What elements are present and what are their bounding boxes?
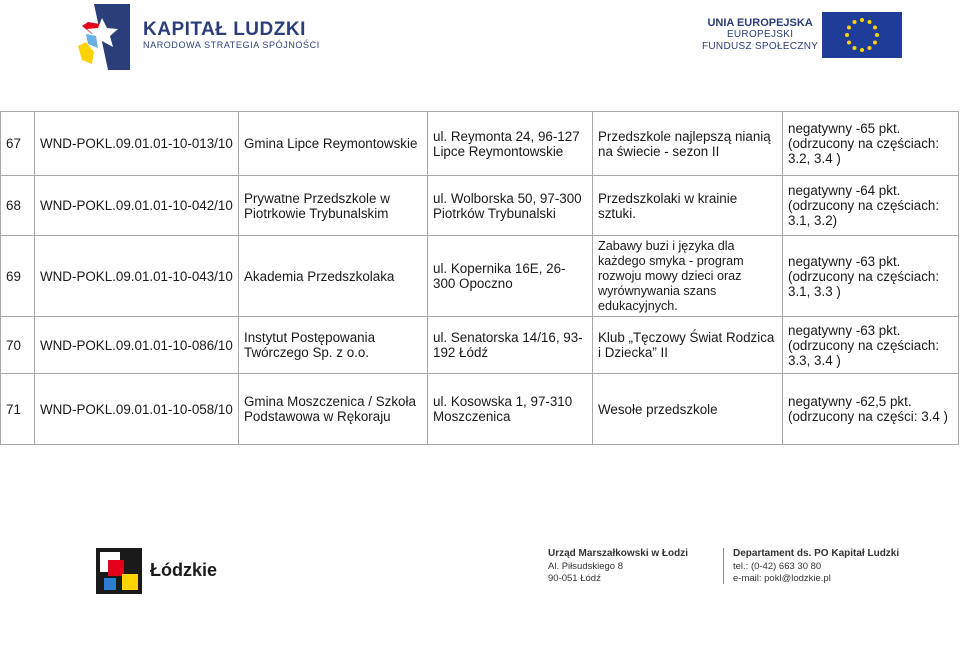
table-row [1,112,959,176]
lodzkie-name: Łódzkie [150,560,218,580]
office-street: Al. Piłsudskiego 8 [548,560,623,572]
kapital-ludzki-title: KAPITAŁ LUDZKI [143,19,306,40]
applicant-address: ul. Reymonta 24, 96-127 Lipce Reymontowskie [428,112,593,176]
office-name: Urząd Marszałkowski w Łodzi [548,548,689,559]
eu-line-3: FUNDUSZ SPOŁECZNY [702,41,819,52]
table-row [1,236,959,317]
application-code: WND-POKL.09.01.01-10-086/10 [35,317,239,374]
row-number: 67 [1,112,35,176]
row-number: 71 [1,374,35,445]
eu-line-1: UNIA EUROPEJSKA [707,17,813,29]
office-address [548,548,688,586]
row-number: 69 [1,236,35,317]
eu-line-2: EUROPEJSKI [726,29,794,40]
table-row [1,374,959,445]
office-city: 90-051 Łódź [548,573,601,584]
lodzkie-logo-icon [96,548,142,594]
project-title: Klub „Tęczowy Świat Rodzica i Dziecka” II [593,317,783,374]
page-footer [0,540,960,640]
department-name: Departament ds. PO Kapitał Ludzki [733,548,900,559]
applicant-name: Instytut Postępowania Twórczego Sp. z o.o. [239,317,428,374]
project-title: Przedszkole najlepszą nianią na świecie - sezon II [593,112,783,176]
eu-text [702,17,818,53]
evaluation-result: negatywny -63 pkt.(odrzucony na częściach: 3.1, 3.3 ) [783,236,959,317]
applicant-name: Gmina Lipce Reymontowskie [239,112,428,176]
applicant-address: ul. Senatorska 14/16, 93-192 Łódź [428,317,593,374]
evaluation-result: negatywny -63 pkt.(odrzucony na częściach: 3.3, 3.4 ) [783,317,959,374]
application-code: WND-POKL.09.01.01-10-013/10 [35,112,239,176]
applicant-name: Gmina Moszczenica / Szkoła Podstawowa w Rękoraju [239,374,428,445]
evaluation-result: negatywny -62,5 pkt.(odrzucony na części: 3.4 ) [783,374,959,445]
evaluation-result: negatywny -65 pkt.(odrzucony na częściach: 3.2, 3.4 ) [783,112,959,176]
application-code: WND-POKL.09.01.01-10-058/10 [35,374,239,445]
page-header [0,0,960,78]
kapital-ludzki-subtitle: NARODOWA STRATEGIA SPÓJNOŚCI [143,40,320,50]
footer-divider [723,548,724,584]
kapital-ludzki-logo-icon [78,4,130,70]
applicant-name: Akademia Przedszkolaka [239,236,428,317]
project-title: Przedszkolaki w krainie sztuki. [593,176,783,236]
applicant-address: ul. Kosowska 1, 97-310 Moszczenica [428,374,593,445]
table-row [1,176,959,236]
eu-flag-icon [822,12,902,58]
application-code: WND-POKL.09.01.01-10-043/10 [35,236,239,317]
projects-table [0,111,959,445]
project-title: Wesołe przedszkole [593,374,783,445]
row-number: 68 [1,176,35,236]
department-phone: tel.: (0-42) 663 30 80 [733,560,822,572]
table-row [1,317,959,374]
application-code: WND-POKL.09.01.01-10-042/10 [35,176,239,236]
applicant-name: Prywatne Przedszkole w Piotrkowie Trybunalskim [239,176,428,236]
department-contact [733,548,899,586]
project-title: Zabawy buzi i języka dla każdego smyka - program rozwoju mowy dzieci oraz wyrównywania szans edukacyjnych. [593,236,783,317]
department-email: e-mail: pokl@lodzkie.pl [733,573,831,584]
applicant-address: ul. Kopernika 16E, 26-300 Opoczno [428,236,593,317]
row-number: 70 [1,317,35,374]
evaluation-result: negatywny -64 pkt.(odrzucony na częściach: 3.1, 3.2) [783,176,959,236]
applicant-address: ul. Wolborska 50, 97-300 Piotrków Trybunalski [428,176,593,236]
